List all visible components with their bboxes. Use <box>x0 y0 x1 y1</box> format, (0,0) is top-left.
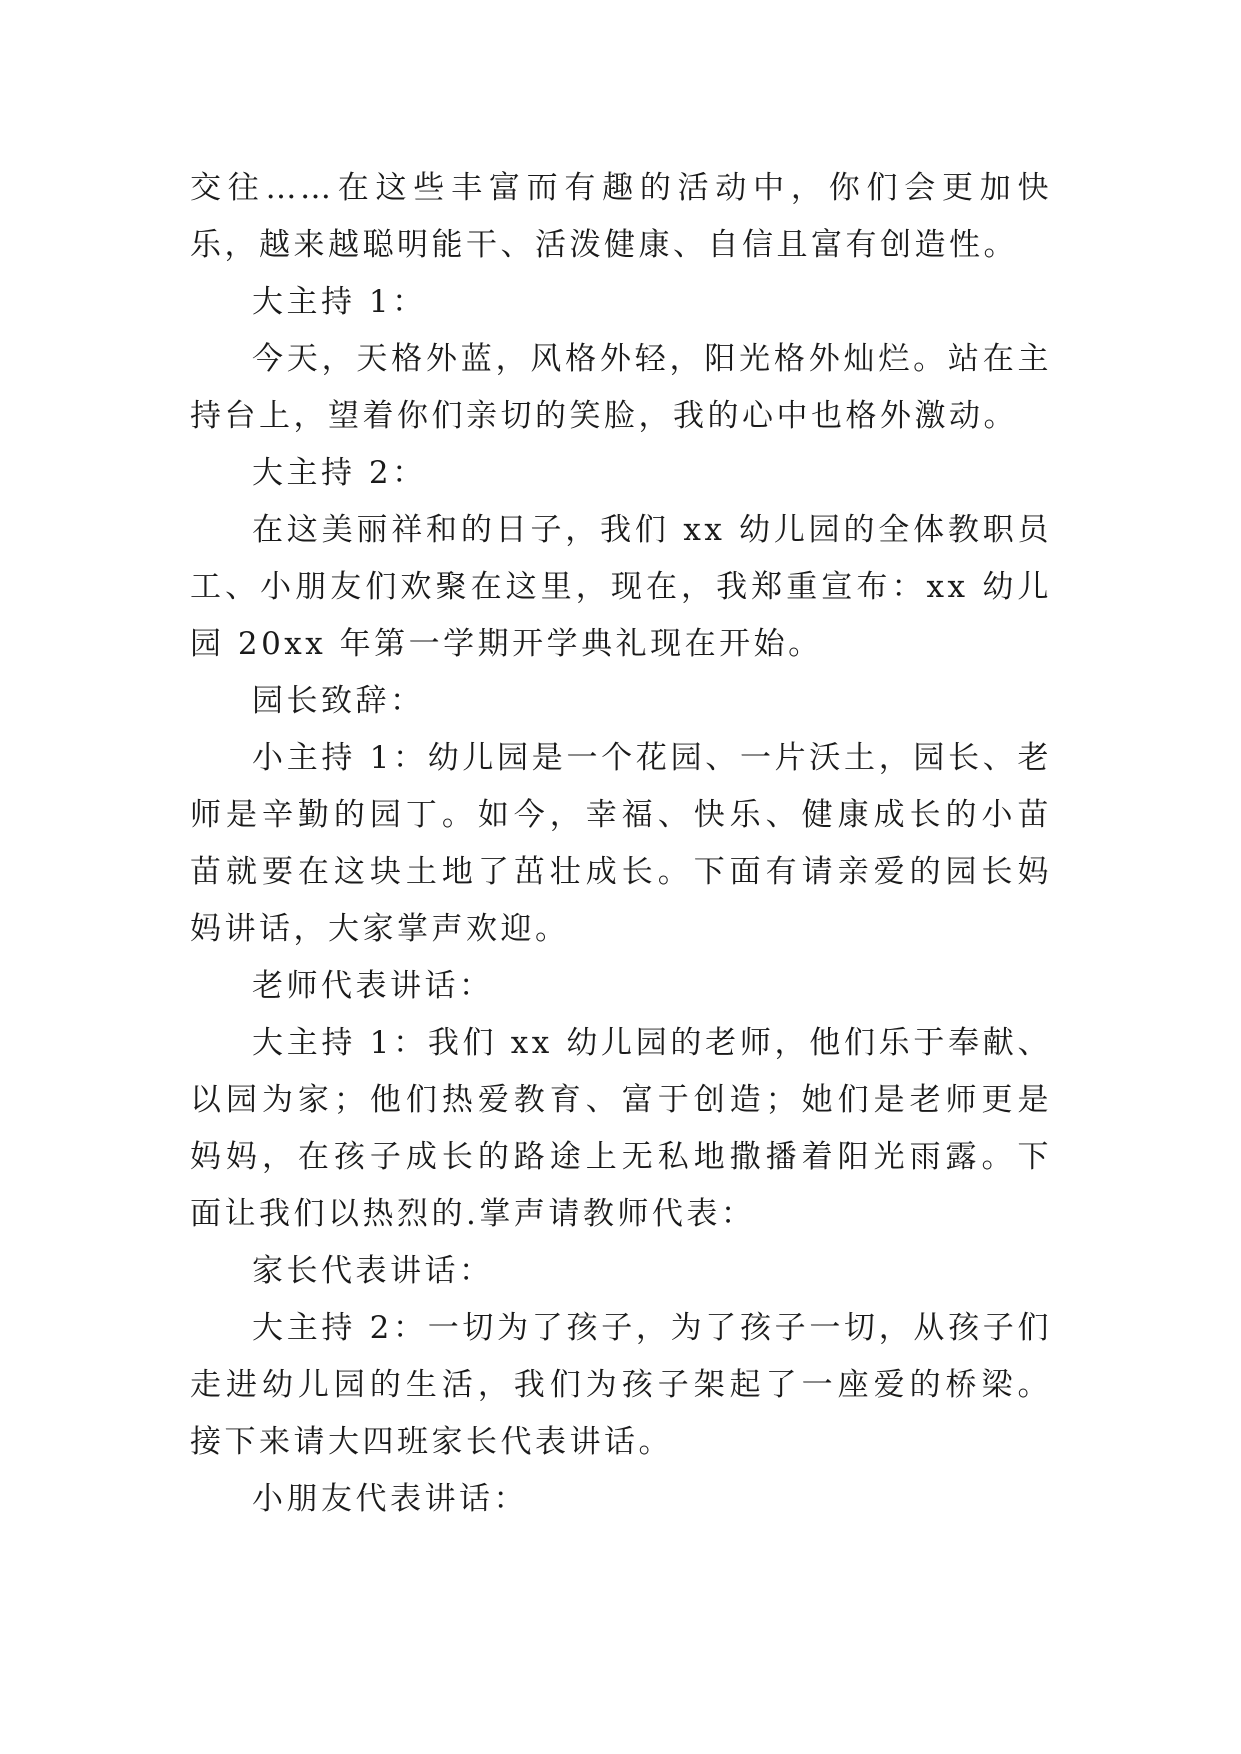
paragraph: 大主持 2：一切为了孩子，为了孩子一切，从孩子们走进幼儿园的生活，我们为孩子架起了一座爱的桥梁。接下来请大四班家长代表讲话。 <box>190 1310 1052 1460</box>
paragraph: 小主持 1：幼儿园是一个花园、一片沃土，园长、老师是辛勤的园丁。如今，幸福、快乐、健康成长的小苗苗就要在这块土地了茁壮成长。下面有请亲爱的园长妈妈讲话，大家掌声欢迎。 <box>190 740 1052 947</box>
section-label: 小朋友代表讲话： <box>252 1481 528 1517</box>
paragraph: 在这美丽祥和的日子，我们 xx 幼儿园的全体教职员工、小朋友们欢聚在这里，现在，我郑重宣布：xx 幼儿园 20xx 年第一学期开学典礼现在开始。 <box>190 512 1052 662</box>
paragraph: 大主持 1：我们 xx 幼儿园的老师，他们乐于奉献、以园为家；他们热爱教育、富于创造；她们是老师更是妈妈，在孩子成长的路途上无私地撒播着阳光雨露。下面让我们以热烈的.掌声请教师代表： <box>190 1025 1052 1232</box>
paragraph: 交往……在这些丰富而有趣的活动中，你们会更加快乐，越来越聪明能干、活泼健康、自信且富有创造性。 <box>190 170 1052 263</box>
section-label: 老师代表讲话： <box>252 968 494 1004</box>
document-body <box>190 160 1052 1528</box>
section-label: 园长致辞： <box>252 683 425 719</box>
speaker-label: 大主持 1： <box>252 284 427 320</box>
speaker-label: 大主持 2： <box>252 455 427 491</box>
section-label: 家长代表讲话： <box>252 1253 494 1289</box>
paragraph: 今天，天格外蓝，风格外轻，阳光格外灿烂。站在主持台上，望着你们亲切的笑脸，我的心中也格外激动。 <box>190 341 1052 434</box>
